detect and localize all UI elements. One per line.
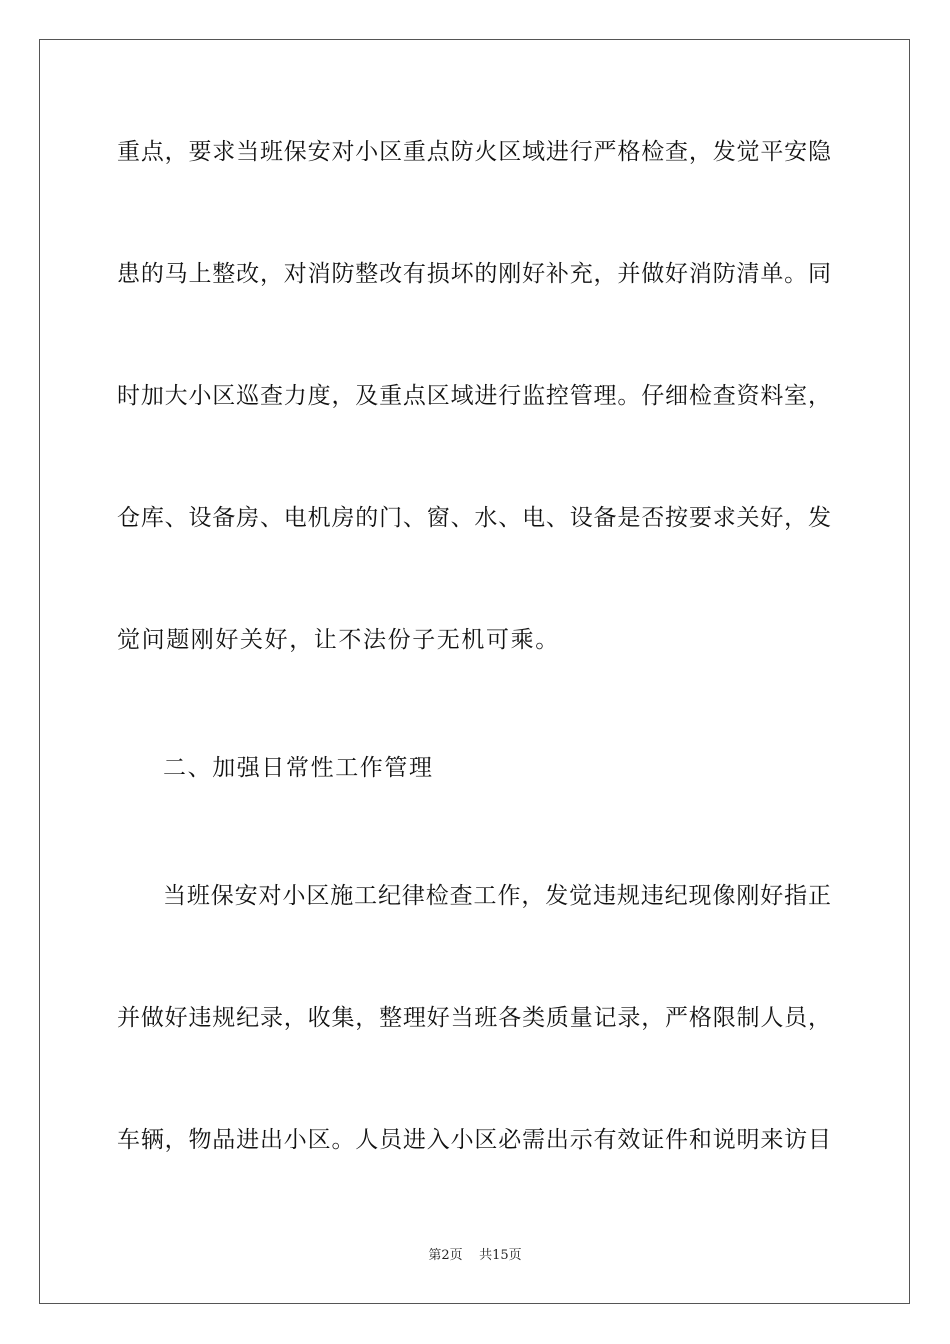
page-total: 共15页: [479, 1248, 522, 1263]
paragraph-line-6: 当班保安对小区施工纪律检查工作，发觉违规违纪现像刚好指正: [163, 883, 831, 909]
paragraph-line-2: 患的马上整改，对消防整改有损坏的刚好补充，并做好消防清单。同: [117, 261, 831, 287]
paragraph-line-1: 重点，要求当班保安对小区重点防火区域进行严格检查，发觉平安隐: [117, 139, 831, 165]
paragraph-line-7: 并做好违规纪录，收集，整理好当班各类质量记录，严格限制人员，: [117, 1005, 831, 1031]
page-border: [39, 39, 910, 1304]
paragraph-line-8: 车辆，物品进出小区。人员进入小区必需出示有效证件和说明来访目: [117, 1127, 831, 1153]
section-heading: 二、加强日常性工作管理: [163, 755, 434, 781]
page-number: 第2页: [428, 1248, 463, 1263]
paragraph-line-5: 觉问题刚好关好，让不法份子无机可乘。: [117, 627, 560, 653]
paragraph-line-3: 时加大小区巡查力度，及重点区域进行监控管理。仔细检查资料室，: [117, 383, 831, 409]
paragraph-line-4: 仓库、设备房、电机房的门、窗、水、电、设备是否按要求关好，发: [117, 505, 831, 531]
page-footer: [0, 1248, 950, 1264]
